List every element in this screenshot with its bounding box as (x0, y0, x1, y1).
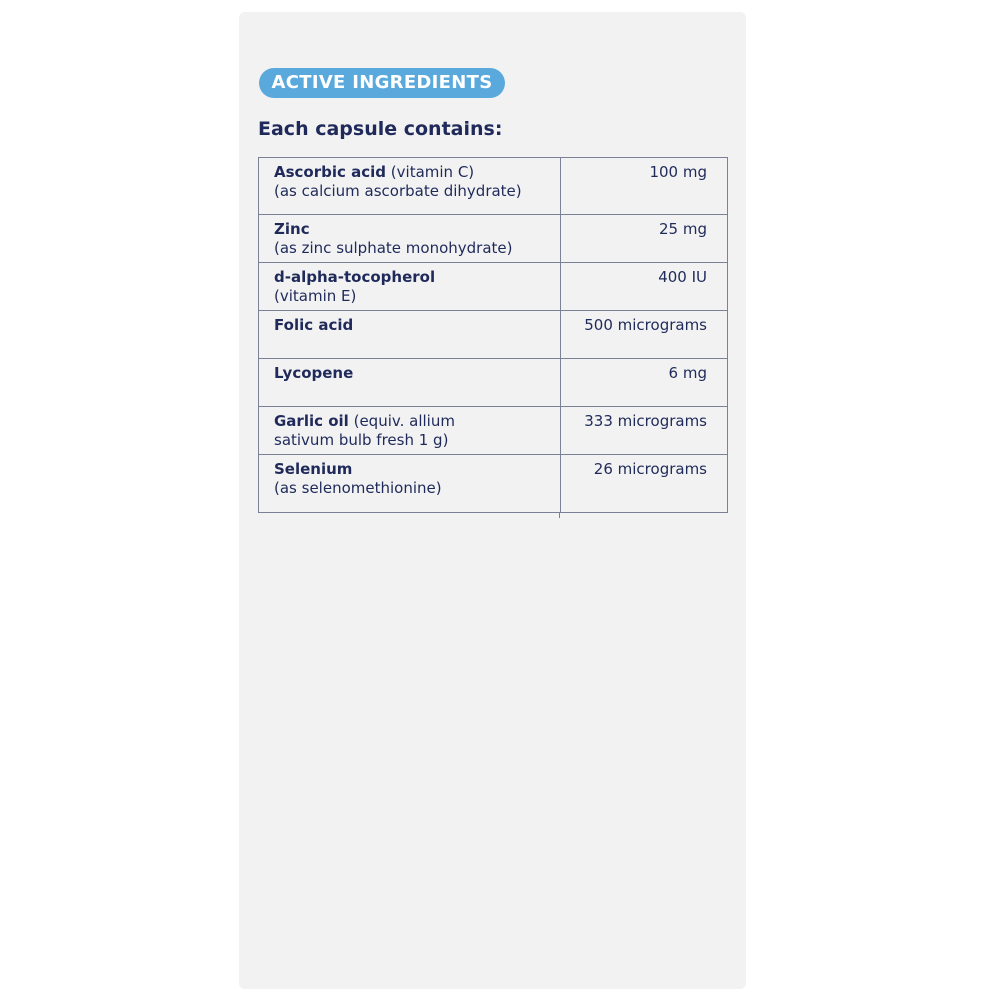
ingredient-name-cell (259, 215, 561, 262)
ingredient-note: (vitamin E) (274, 287, 357, 305)
ingredient-amount: 400 IU (658, 268, 707, 286)
ingredient-name-cell (259, 359, 561, 406)
ingredient-amount: 6 mg (668, 364, 707, 382)
ingredient-note: (as calcium ascorbate dihydrate) (274, 182, 522, 200)
table-row (259, 215, 727, 263)
ingredient-name: Garlic oil (274, 412, 349, 430)
table-row (259, 158, 727, 215)
ingredient-name: Lycopene (274, 364, 354, 382)
table-row (259, 311, 727, 359)
ingredient-name-suffix: (vitamin C) (386, 163, 475, 181)
each-capsule-heading: Each capsule contains: (258, 118, 503, 140)
table-row (259, 359, 727, 407)
table-row (259, 407, 727, 455)
ingredient-name-cell (259, 311, 561, 358)
ingredient-name: Folic acid (274, 316, 354, 334)
ingredient-name-cell (259, 455, 561, 512)
table-row (259, 455, 727, 512)
ingredient-name: Selenium (274, 460, 353, 478)
ingredients-table (258, 157, 728, 513)
table-row (259, 263, 727, 311)
table-divider-tick (559, 512, 560, 518)
ingredient-name-cell (259, 158, 561, 214)
ingredient-amount: 500 micrograms (584, 316, 707, 334)
ingredient-name: Zinc (274, 220, 310, 238)
ingredient-name: Ascorbic acid (274, 163, 387, 181)
ingredient-name-cell (259, 407, 561, 454)
ingredient-note: (as zinc sulphate monohydrate) (274, 239, 513, 257)
ingredient-amount: 333 micrograms (584, 412, 707, 430)
active-ingredients-badge: ACTIVE INGREDIENTS (259, 68, 505, 98)
ingredient-name: d-alpha-tocopherol (274, 268, 436, 286)
ingredient-amount: 25 mg (659, 220, 707, 238)
ingredient-amount: 26 micrograms (593, 460, 707, 478)
ingredient-amount: 100 mg (649, 163, 707, 181)
ingredient-name-cell (259, 263, 561, 310)
ingredient-note: sativum bulb fresh 1 g) (274, 431, 449, 449)
ingredient-name-suffix: (equiv. allium (348, 412, 455, 430)
ingredient-note: (as selenomethionine) (274, 479, 442, 497)
